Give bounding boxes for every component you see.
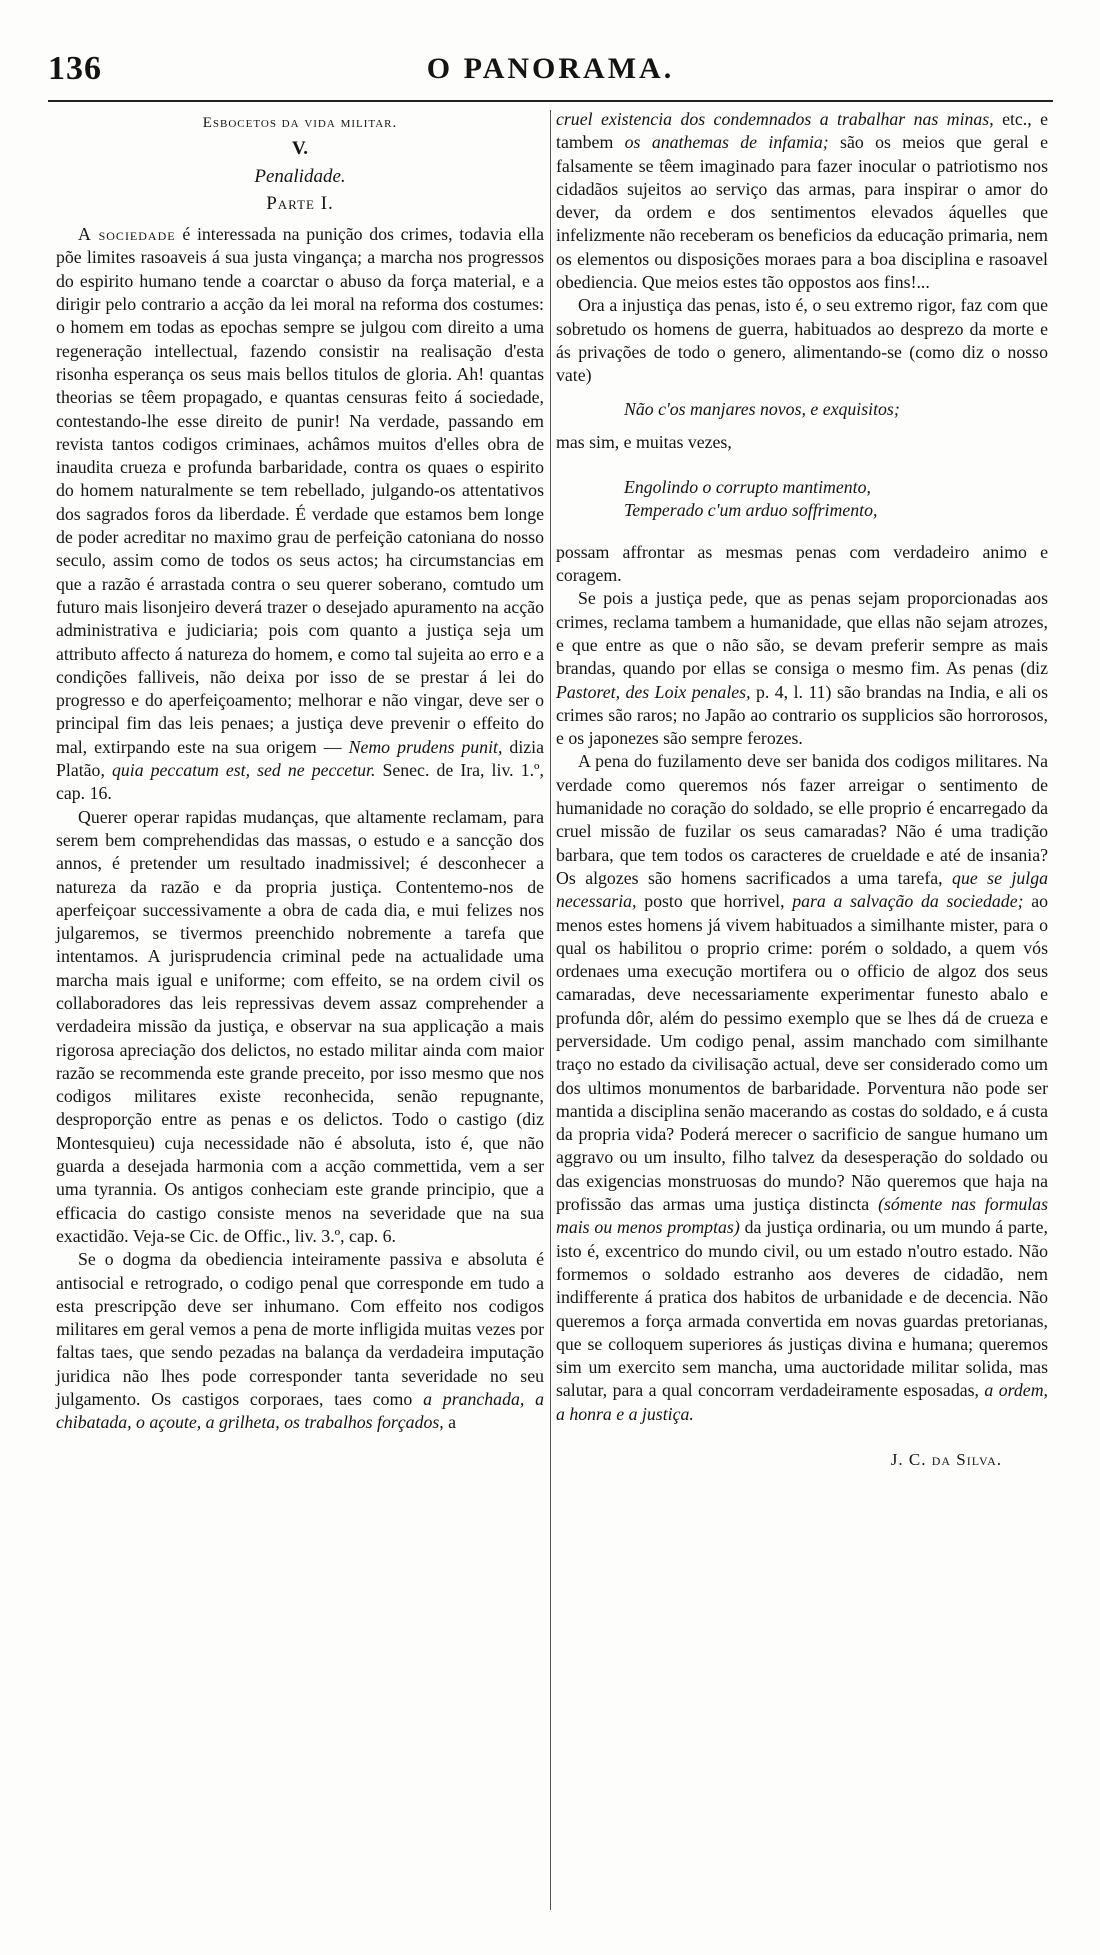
latin-quote: quia peccatum est, sed ne peccetur. [111, 760, 376, 781]
paragraph [56, 223, 544, 805]
article-number: V. [291, 138, 309, 160]
article-subtitle: Penalidade. [254, 165, 346, 187]
opening-words: A sociedade [78, 224, 176, 245]
header-rule [48, 100, 1053, 102]
page-number: 136 [48, 50, 102, 87]
paragraph: Ora a injustiça das penas, isto é, o seu extremo rigor, faz com que sobretudo os homens de guerra, habituados ao desprezo da morte e ás privações de todo o genero, alimentando-se (como diz o nosso vate) [556, 295, 1048, 386]
paragraph-text: é interessada na punição dos crimes, todavia ella põe limites rasoaveis á sua justa vingança; a marcha nos progressos do espirito humano tende a coarctar o abuso da força material, e a dirigir pelo contrario a acção da lei moral na reforma dos costumes: o homem em todas as epochas sempre se julgou com direito a uma regeneração intellectual, fazendo consistir na realisação d'esta risonha esperança os seus mais bellos titulos de gloria. Ah! quantas theorias se têem propagado, e quantas censuras feito á sociedade, contestando-lhe esse direito de punir! Na verdade, passando em revista tantos codigos criminaes, achâmos muitos d'elles obra de inaudita crueza e profunda barbaridade, contra os quaes o espirito do homem naturalmente se tem rebellado, julgando-os attentativos dos sagrados foros da liberdade. É verdade que estamos bem longe de poder acreditar no maximo grau de perfeição catoniana do nosso seculo, assim como de todos os seus actos; ha circumstancias em que a razão é arrastada contra o seu querer soberano, comtudo um futuro mais lisonjeiro deverá trazer o desejado apuramento na acção administrativa e judiciaria; pois com quanto a justiça seja um attributo affecto á natureza do homem, e como tal sujeita ao erro e a condições falliveis, não deixa por isso de se prestar á lei do progresso e do aperfeiçoamento; melhorar e não vingar, deve ser o principal fim das leis penaes; a justiça deve prevenir o effeito do mal, extirpando este na sua origem — [56, 224, 545, 757]
paragraph-text: a [443, 1412, 457, 1433]
citation: Senec. de Ira, liv. 1.º, cap. 16. [56, 760, 544, 804]
italic-phrase: a pranchada, a chibatada, o açoute, a grilheta, os trabalhos forçados, [56, 1389, 544, 1433]
series-title: Esbocetos da vida militar. [202, 115, 398, 131]
paragraph [556, 587, 1048, 750]
paragraph-text: são os meios que geral e falsamente se têem imaginado para fazer inocular o patriotismo nos cidadãos sujeitos ao serviço das armas, para inspirar o amor do dever, da ordem e dos sentimentos elevados áquelles que infelizmente não receberam os beneficios da educação primaria, nem os elementos ou disposições moraes para a boa disciplina e rasoavel obediencia. Que meios estes tão oppostos aos fins!... [556, 132, 1048, 293]
paragraph-text: Se o dogma da obediencia inteiramente passiva e absoluta é antisocial e retrogrado, o codigo penal que corresponde em tudo a esta prescripção deve ser inhumano. Com effeito nos codigos militares em geral vemos a pena de morte infligida muitas vezes por faltas taes, que sendo pezadas na balança da verdadeira imputação juridica não lhes pode corresponder tanta severidade no seu julgamento. Os castigos corporaes, taes como [56, 1249, 544, 1410]
paragraph [56, 1248, 544, 1434]
page-header [48, 38, 1053, 100]
italic-phrase: (sómente nas formulas mais ou menos promptas) [556, 1194, 1048, 1238]
verse-line: Engolindo o corrupto mantimento, [624, 477, 871, 498]
paragraph: possam affrontar as mesmas penas com verdadeiro animo e coragem. [556, 541, 1048, 586]
italic-phrase: para a salvação da sociedade; [792, 891, 1024, 912]
italic-phrase: a ordem, a honra e a justiça. [556, 1380, 1048, 1424]
paragraph-text: ao menos estes homens já vivem habituados a similhante mister, para o qual os habilitou o proprio crime: porém o soldado, a quem vós ordenaes uma execução mortifera ou o officio de algoz dos seus camaradas, deve necessariamente experimentar funesto abalo e profunda dôr, além do pessimo exemplo que se lhes dá de crueza e perversidade. Um codigo penal, assim manchado com similhante traço no estado da civilisação actual, deve ser considerado como um dos ultimos monumentos de barbaridade. Porventura não pode ser mantida a disciplina senão macerando as costas do soldado, e á custa da propria vida? Poderá merecer o sacrificio de sangue humano um aggravo ou um insulto, filho talvez da desesperação do soldado ou das exigencias monstruosas do mundo? Não queremos que haja na profissão das armas uma justiça distincta [556, 891, 1048, 1215]
left-column [56, 108, 544, 1435]
right-column [556, 108, 1048, 1471]
paragraph-text: dizia Platão, [56, 736, 544, 781]
paragraph-text: posto que horrivel, [636, 891, 793, 912]
journal-title: O PANORAMA. [426, 52, 675, 85]
author-signature: J. C. da Silva. [890, 1450, 1002, 1470]
paragraph-text: da justiça ordinaria, ou um mundo á parte, isto é, excentrico do mundo civil, ou um estado n'outro estado. Não formemos o soldado estranho aos deveres de cidadão, nem indifferente á pratica dos habitos de urbanidade e de decencia. Não queremos a força armada convertida em novas guardas pretorianas, que se colloquem superiores ás justiças divina e humana; queremos sim um exercito sem mancha, uma auctoridade militar solida, mas salutar, para a qual concorram verdadeiramente esposadas, [556, 1217, 1048, 1401]
article-part: Parte I. [266, 192, 334, 214]
italic-phrase: Pastoret, des Loix penales, [556, 681, 751, 702]
verse-line: Temperado c'um arduo soffrimento, [624, 500, 878, 521]
paragraph: Querer operar rapidas mudanças, que altamente reclamam, para serem bem comprehendidas das massas, o estudo e a sancção dos annos, é pretender um resultado inadmissivel; é desconhecer a natureza da razão e da propria justiça. Contentemo-nos de aperfeiçoar successivamente a obra de cada dia, e mui felizes nos julgaremos, se tivermos preenchido nobremente a tarefa que intentamos. A jurisprudencia criminal pede na actualidade uma marcha mais igual e uniforme; com effeito, se na ordem civil os collaboradores das leis repressivas devem assaz comprehender a verdadeira missão da justiça, e observar na sua applicação a mais rigorosa apreciação dos delictos, no estado militar ainda com maior razão se recommenda este grande preceito, por isso mesmo que nos codigos militares existe reconhecida, senão repugnante, desproporção entre as penas e os delictos. Todo o castigo (diz Montesquieu) cuja necessidade não é absoluta, isto é, que não guarda a desejada harmonia com a acção commettida, vem a ser uma tyrannia. Os antigos conheciam este grande principio, que a efficacia do castigo consiste menos na severidade que na sua exactidão. Veja-se Cic. de Offic., liv. 3.º, cap. 6. [56, 806, 544, 1246]
paragraph-text: Se pois a justiça pede, que as penas sejam proporcionadas aos crimes, reclama tambem a humanidade, que ellas não sejam atrozes, e que entre as que o não são, se devam preferir sempre as mais brandas, quando por ellas se consiga o mesmo fim. As penas (diz [556, 588, 1048, 679]
verse-line: Não c'os manjares novos, e exquisitos; [624, 398, 900, 419]
italic-phrase: cruel existencia dos condemnados a trabalhar nas minas, [556, 109, 994, 129]
latin-quote: Nemo prudens punit, [348, 736, 503, 757]
paragraph [556, 108, 1048, 294]
paragraph-text: A pena do fuzilamento deve ser banida dos codigos militares. Na verdade como queremos nós fazer arreigar o sentimento de humanidade no coração do soldado, se elle proprio é encarregado da cruel missão de fuzilar os seus camaradas? Não é uma tradição barbara, que tem todos os caracteres de crueldade e até de insania? Os algozes são homens sacrificados a uma tarefa, [556, 751, 1048, 888]
paragraph: mas sim, e muitas vezes, [556, 431, 732, 452]
paragraph-text: p. 4, l. 11) são brandas na India, e ali os crimes são raros; no Japão ao contrario os supplicios são horrorosos, e os japonezes são sempre ferozes. [556, 681, 1048, 749]
italic-phrase: que se julga necessaria, [556, 867, 1048, 912]
paragraph [556, 750, 1048, 1426]
verse-quote [556, 476, 1048, 523]
column-divider [550, 110, 551, 1910]
paragraph-text: etc., e tambem [556, 109, 1048, 153]
italic-phrase: os anathemas de infamia; [624, 132, 829, 153]
